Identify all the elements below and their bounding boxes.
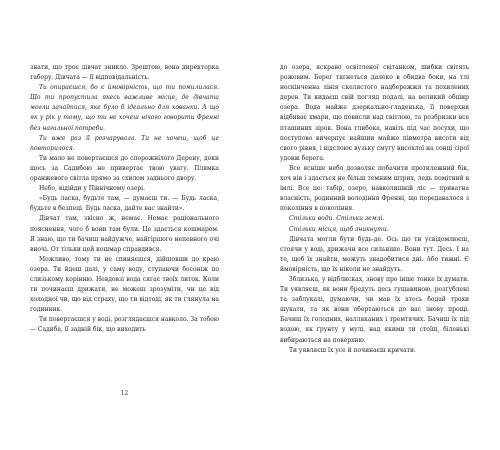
left-column — [30, 63, 219, 336]
paragraph: Небо, відійди у Північному озері. — [39, 185, 146, 193]
paragraph: Дівчат там, звісно ж, немає. Немає раціонального пояснення, чого б вони там були. Це здається кошмаром. Я знаю, що ти бачиш найдужче, найгіршого непевного очі вночі. От тільки цей кошмар справдився. — [30, 215, 219, 253]
paragraph: «Будь ласка, будьте там, — думаєш ти. — Будь ласка, будьте в безпеці. Будь ласка, дайте вас знайти». — [30, 195, 219, 213]
paragraph: Стільки місця, щоб зникнути. — [289, 225, 389, 233]
page-number: 12 — [120, 390, 129, 397]
paragraph: Ти мало не повертаєшся до спорожнілого Дерену, доки щось за Садибою не привертає твою увагу. Плямка оранжевого світла прямо за схилом заднього двору. — [30, 154, 219, 183]
paragraph: Ти уявляєш їх усе й починаєш кричати. — [289, 346, 416, 354]
paragraph: Зблизька, у відблисках, знову про інше тонке їх думати. Ти уявляєш, як вони бредуть десь гущавиною, розгублені та заблукалі, думаючи, чи мав їх хтось бодай трохи шукати, та як вони обертаються до вас знову прощі. Бачиш їх голодних, налляканих і тремтячих. Бачиш їх під водою, як ґрунту у мулі, над якими ти стоїш, біленькі вибираються на поверхню. — [280, 275, 469, 344]
paragraph: Ти опираєшся, бо є ймовірність, що ти помилилася. Що ти пропустила якесь важливе місце, де дівчата могли зачаїтися, яке було б ідеально для хованки. А що як у рік у тому, що ти не хочеш нічого говорити Френні без нагальної потреби. — [30, 84, 219, 132]
paragraph: Дівчата могли бути будь-де. Ось що ти усвідомлюєш, стоячи у воді, дрижачи все сильніше. Вони тут. Десь. І на те, щоб їх знайти, можуть знадобитися дні. Або тижні. Є ймовірність, що їх ніколи не знайдуть. — [280, 235, 469, 273]
paragraph: Можливо, тому ти не спиняєшся, дійшовши до краю озера. Ти йдеш далі, у саму воду, ступаючи босоніж по слизькому корінню. Невдовзі вода сягає твоїх литок. Коли ти починаєш дрижати, не можеш зрозуміти, чи це від холодної чи, що від страху, що ти відтоді, як ти глянула на годинник. — [30, 255, 219, 314]
paragraph: Все ясніше небо дозволяє побачити протилежний бік, хоч він і здається не більш темним штрих, ледь помітний в імлі. Все це: табір, озеро, навколишній ліс — приватна власність, родинний володіння Френні, що передавалося з покоління в покоління. — [280, 164, 469, 213]
paragraph: Ти вже раз її розчарувала. Ти не хочеш, щоб це повторилося. — [30, 134, 219, 152]
paragraph: Ти повертаєшся у воді, розглядаєшся навколо. За тобою — Садиба, її задній бік, що виходить — [30, 316, 219, 334]
paragraph: до озера, яскраво освітленої світанком, шибки світять рожевим. Берег тягнеться далеко в обидва боки, на тлі нескінченна лінія скелястого надбережжя та похилених дерев. Ти кидаєш свій погляд подалі, на великий обшир озера. Вода майже дзеркально-гладенька, її поверхня відбиває хмари, що повисли над світлою, та розбризки все пташиних зірок. Вона глибока, навіть під час посухи, що поступово вичерпує найшии майже півметра висоти від свого рівня, і відслоює вузьку смугу висохлої на сонці сірої удовж берега. — [280, 64, 469, 162]
paragraph: знати, що троє дівчат зникло. Зрештою, вона директорка табору. Дівчата — її відповідальність. — [30, 64, 219, 82]
right-column — [280, 63, 469, 356]
paragraph: Стільки води. Стільки землі. — [289, 215, 385, 223]
